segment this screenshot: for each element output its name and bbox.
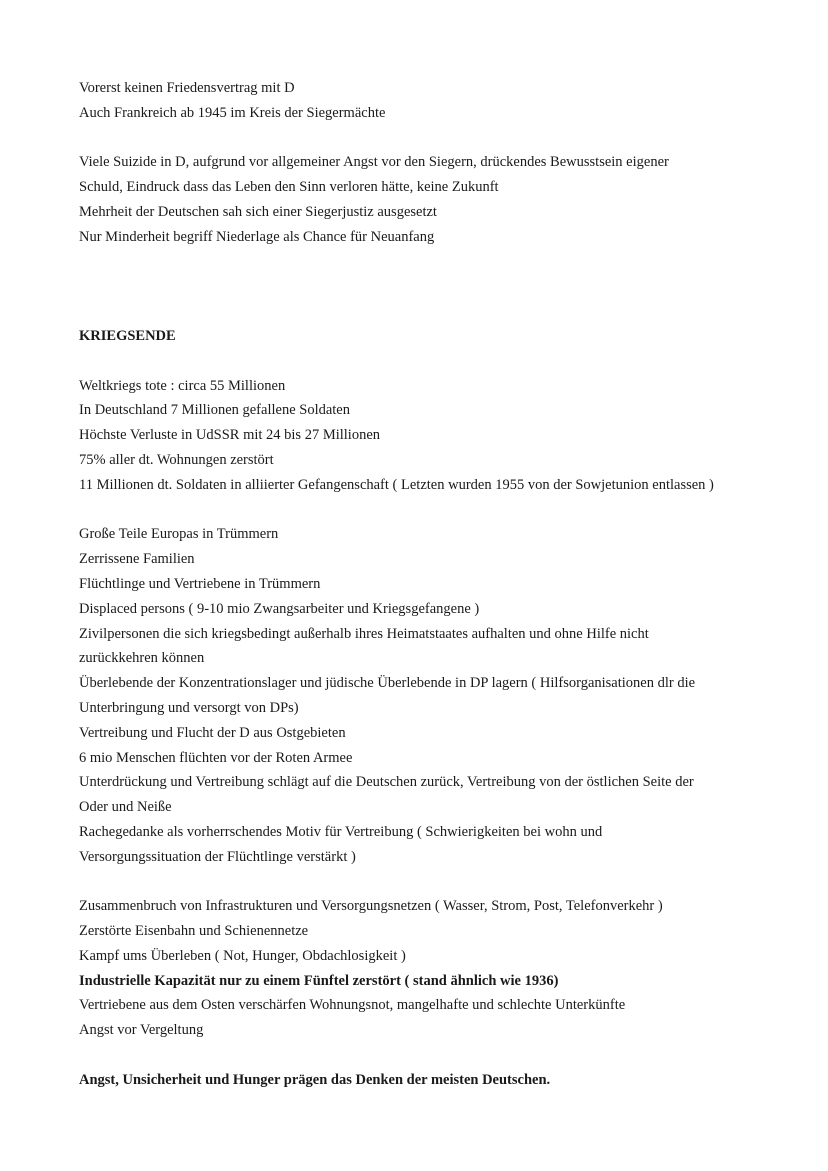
text-line: Kampf ums Überleben ( Not, Hunger, Obdachlosigkeit ) <box>79 947 406 964</box>
infrastructure-block <box>79 894 799 1043</box>
displacement-block <box>79 522 799 869</box>
text-line: 11 Millionen dt. Soldaten in alliierter Gefangenschaft ( Letzten wurden 1955 von der Sowjetunion entlassen ) <box>79 476 714 493</box>
text-line: 6 mio Menschen flüchten vor der Roten Armee <box>79 749 353 766</box>
text-line: 75% aller dt. Wohnungen zerstört <box>79 451 274 468</box>
text-line: Oder und Neiße <box>79 799 172 816</box>
text-line: zurückkehren können <box>79 650 205 667</box>
aftermath-block <box>79 150 799 249</box>
text-line: Höchste Verluste in UdSSR mit 24 bis 27 Millionen <box>79 427 381 444</box>
conclusion-statement: Angst, Unsicherheit und Hunger prägen das Denken der meisten Deutschen. <box>79 1071 551 1088</box>
text-line: Zerstörte Eisenbahn und Schienennetze <box>79 923 309 940</box>
text-line: Rachegedanke als vorherrschendes Motiv für Vertreibung ( Schwierigkeiten bei wohn und <box>79 823 603 840</box>
text-line: Displaced persons ( 9-10 mio Zwangsarbeiter und Kriegsgefangene ) <box>79 600 480 617</box>
text-line: Unterdrückung und Vertreibung schlägt auf die Deutschen zurück, Vertreibung von der östlichen Seite der <box>79 774 694 791</box>
bold-statement: Industrielle Kapazität nur zu einem Fünftel zerstört ( stand ähnlich wie 1936) <box>79 972 559 989</box>
casualties-block <box>79 374 799 498</box>
text-line: Schuld, Eindruck dass das Leben den Sinn verloren hätte, keine Zukunft <box>79 179 499 196</box>
text-line: Überlebende der Konzentrationslager und jüdische Überlebende in DP lagern ( Hilfsorganisationen dlr die <box>79 675 696 692</box>
text-line: Angst vor Vergeltung <box>79 1022 204 1039</box>
text-line: Zusammenbruch von Infrastrukturen und Versorgungsnetzen ( Wasser, Strom, Post, Telefonverkehr ) <box>79 898 663 915</box>
text-line: Zivilpersonen die sich kriegsbedingt außerhalb ihres Heimatstaates aufhalten und ohne Hilfe nicht <box>79 625 649 642</box>
text-line: Viele Suizide in D, aufgrund vor allgemeiner Angst vor den Siegern, drückendes Bewusstsein eigener <box>79 154 669 171</box>
text-line: Unterbringung und versorgt von DPs) <box>79 699 299 716</box>
text-line: Weltkriegs tote : circa 55 Millionen <box>79 377 286 394</box>
text-line: Zerrissene Familien <box>79 551 195 568</box>
text-line: In Deutschland 7 Millionen gefallene Soldaten <box>79 402 350 419</box>
text-line: Vorerst keinen Friedensvertrag mit D <box>79 80 295 96</box>
document-page <box>79 76 799 1093</box>
text-line: Flüchtlinge und Vertriebene in Trümmern <box>79 575 321 592</box>
text-line: Nur Minderheit begriff Niederlage als Chance für Neuanfang <box>79 228 435 245</box>
section-heading: KRIEGSENDE <box>79 327 176 344</box>
text-line: Mehrheit der Deutschen sah sich einer Siegerjustiz ausgesetzt <box>79 203 437 220</box>
text-line: Große Teile Europas in Trümmern <box>79 526 279 543</box>
text-line: Vertreibung und Flucht der D aus Ostgebieten <box>79 724 346 741</box>
intro-block <box>79 76 799 126</box>
text-line: Auch Frankreich ab 1945 im Kreis der Siegermächte <box>79 104 386 121</box>
text-line: Vertriebene aus dem Osten verschärfen Wohnungsnot, mangelhafte und schlechte Unterkünfte <box>79 997 626 1014</box>
text-line: Versorgungssituation der Flüchtlinge verstärkt ) <box>79 848 356 865</box>
